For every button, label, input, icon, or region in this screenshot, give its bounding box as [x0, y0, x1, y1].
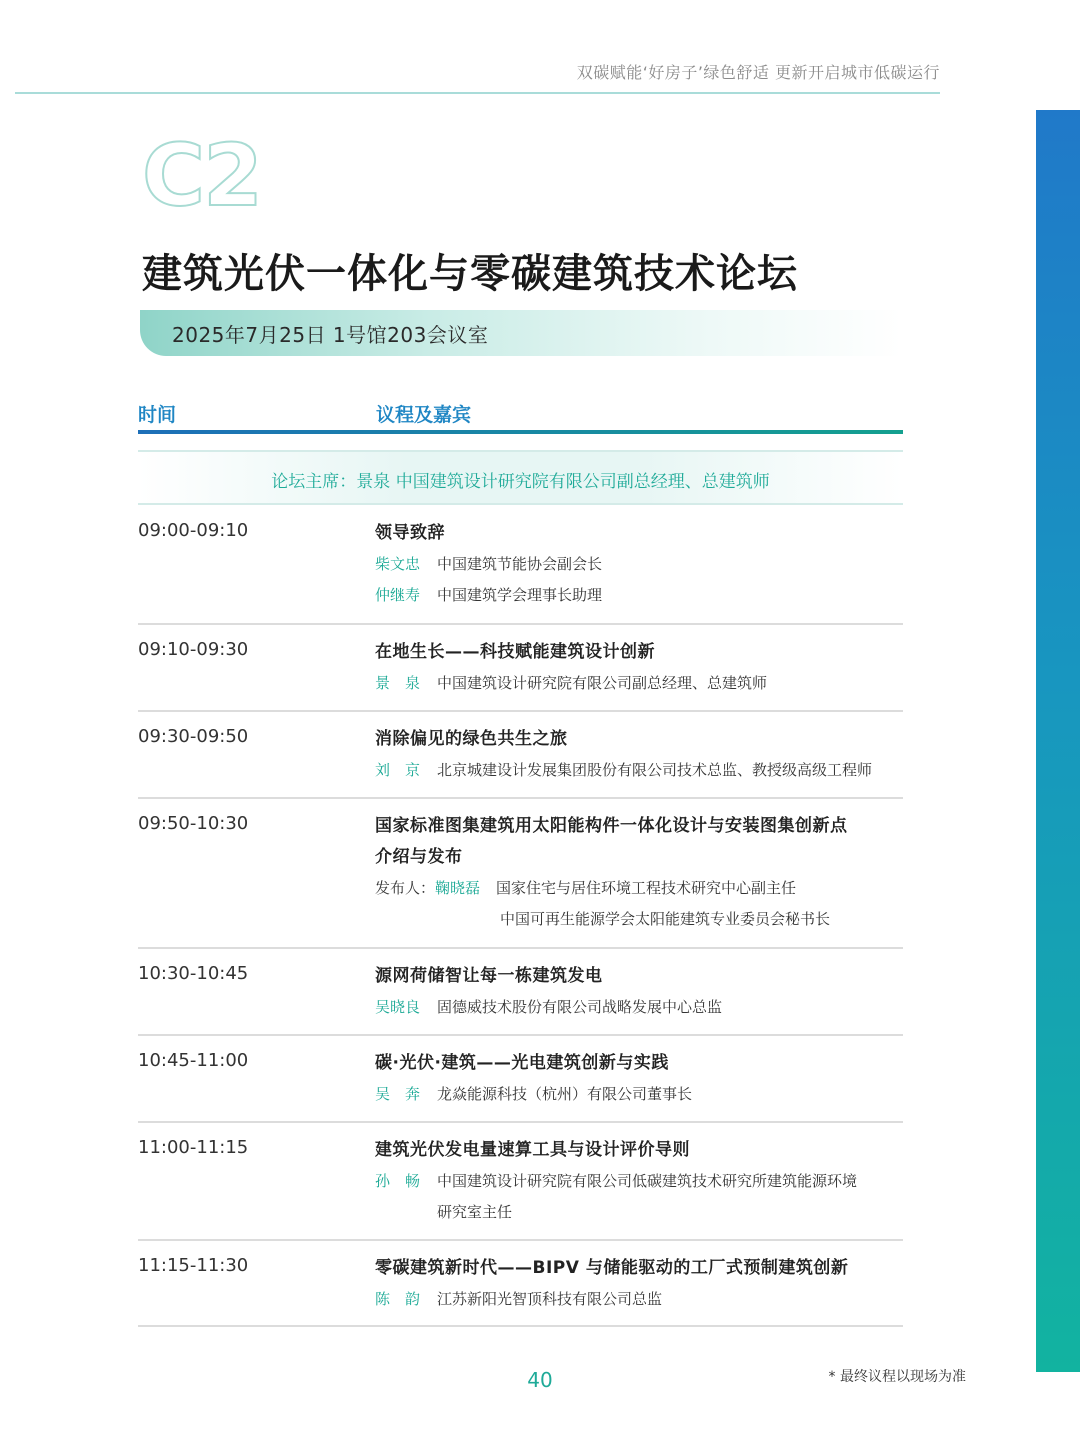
- row-topic: 领导致辞: [375, 523, 445, 543]
- row-topic: 消除偏见的绿色共生之旅: [375, 729, 568, 749]
- publisher-title-secondary: 中国可再生能源学会太阳能建筑专业委员会秘书长: [500, 910, 831, 928]
- time-column-header: 时间: [138, 404, 177, 426]
- speaker-title: 固德威技术股份有限公司战略发展中心总监: [437, 998, 723, 1016]
- row-topic: 碳·光伏·建筑——光电建筑创新与实践: [375, 1053, 669, 1073]
- speaker-name: 仲继寿: [375, 586, 421, 604]
- agenda-row: [138, 799, 903, 949]
- forum-chair-text: 论坛主席：景泉 中国建筑设计研究院有限公司副总经理、总建筑师: [271, 472, 770, 492]
- row-topic: 建筑光伏发电量速算工具与设计评价导则: [375, 1140, 690, 1160]
- row-time: 09:50-10:30: [138, 813, 249, 834]
- date-venue-text: 2025年7月25日 1号馆203会议室: [172, 323, 489, 347]
- row-time: 11:15-11:30: [138, 1255, 249, 1276]
- agenda-row: [138, 1036, 903, 1123]
- agenda-row: [138, 1241, 903, 1327]
- row-topic: 源网荷储智让每一栋建筑发电: [375, 966, 603, 986]
- date-venue-banner: [140, 310, 902, 356]
- page-number: 40: [527, 1368, 553, 1392]
- publisher-name: 鞠晓磊: [435, 879, 481, 897]
- speaker-title: 江苏新阳光智顶科技有限公司总监: [437, 1290, 663, 1308]
- speaker-line: [375, 668, 903, 699]
- speaker-title: 龙焱能源科技（杭州）有限公司董事长: [437, 1085, 693, 1103]
- speaker-line: [375, 992, 903, 1023]
- header-divider: [15, 92, 940, 94]
- speaker-title: 中国建筑节能协会副会长: [437, 555, 603, 573]
- speaker-title-continued: 研究室主任: [437, 1203, 513, 1221]
- speaker-line: [375, 549, 903, 580]
- publisher-title: 国家住宅与居住环境工程技术研究中心副主任: [496, 879, 797, 897]
- speaker-name: 刘 京: [375, 761, 421, 779]
- speaker-line: [375, 1079, 903, 1110]
- header-rule: [138, 430, 903, 434]
- agenda-row: [138, 506, 903, 625]
- agenda-row: [138, 949, 903, 1036]
- row-topic: 国家标准图集建筑用太阳能构件一体化设计与安装图集创新点: [375, 816, 848, 836]
- agenda-row: [138, 625, 903, 712]
- speaker-line: [375, 1166, 903, 1197]
- row-time: 10:45-11:00: [138, 1050, 249, 1071]
- speaker-line: [375, 580, 903, 611]
- row-time: 09:30-09:50: [138, 726, 249, 747]
- speaker-name: 景 泉: [375, 674, 421, 692]
- side-color-bar: [1036, 110, 1080, 1372]
- row-topic: 零碳建筑新时代——BIPV 与储能驱动的工厂式预制建筑创新: [375, 1258, 849, 1278]
- speaker-title: 北京城建设计发展集团股份有限公司技术总监、教授级高级工程师: [437, 761, 873, 779]
- row-time: 09:00-09:10: [138, 520, 249, 541]
- speaker-title: 中国建筑设计研究院有限公司副总经理、总建筑师: [437, 674, 768, 692]
- agenda-row: [138, 1123, 903, 1241]
- forum-title: 建筑光伏一体化与零碳建筑技术论坛: [142, 251, 798, 297]
- speaker-name: 柴文忠: [375, 555, 421, 573]
- speaker-title: 中国建筑学会理事长助理: [437, 586, 603, 604]
- speaker-line-continued: [375, 1197, 903, 1228]
- row-topic-continued: 介绍与发布: [375, 847, 463, 867]
- speaker-name: 陈 韵: [375, 1290, 421, 1308]
- agenda-column-header: 议程及嘉宾: [376, 404, 472, 426]
- publisher-label: 发布人：: [375, 879, 436, 897]
- speaker-name: 吴晓良: [375, 998, 421, 1016]
- speaker-title: 中国建筑设计研究院有限公司低碳建筑技术研究所建筑能源环境: [437, 1172, 858, 1190]
- row-topic: 在地生长——科技赋能建筑设计创新: [375, 642, 655, 662]
- speaker-line: [375, 755, 903, 786]
- row-time: 10:30-10:45: [138, 963, 249, 984]
- publisher-line: [375, 873, 903, 904]
- speaker-name: 吴 奔: [375, 1085, 421, 1103]
- header-slogan: 双碳赋能‘好房子’绿色舒适 更新开启城市低碳运行: [576, 63, 940, 82]
- section-code: C2: [142, 126, 261, 226]
- row-time: 11:00-11:15: [138, 1137, 249, 1158]
- forum-chair-band: [138, 450, 903, 505]
- speaker-name: 孙 畅: [375, 1172, 421, 1190]
- row-time: 09:10-09:30: [138, 639, 249, 660]
- speaker-line: [375, 1284, 903, 1315]
- agenda-row: [138, 712, 903, 799]
- footnote: * 最终议程以现场为准: [828, 1369, 966, 1385]
